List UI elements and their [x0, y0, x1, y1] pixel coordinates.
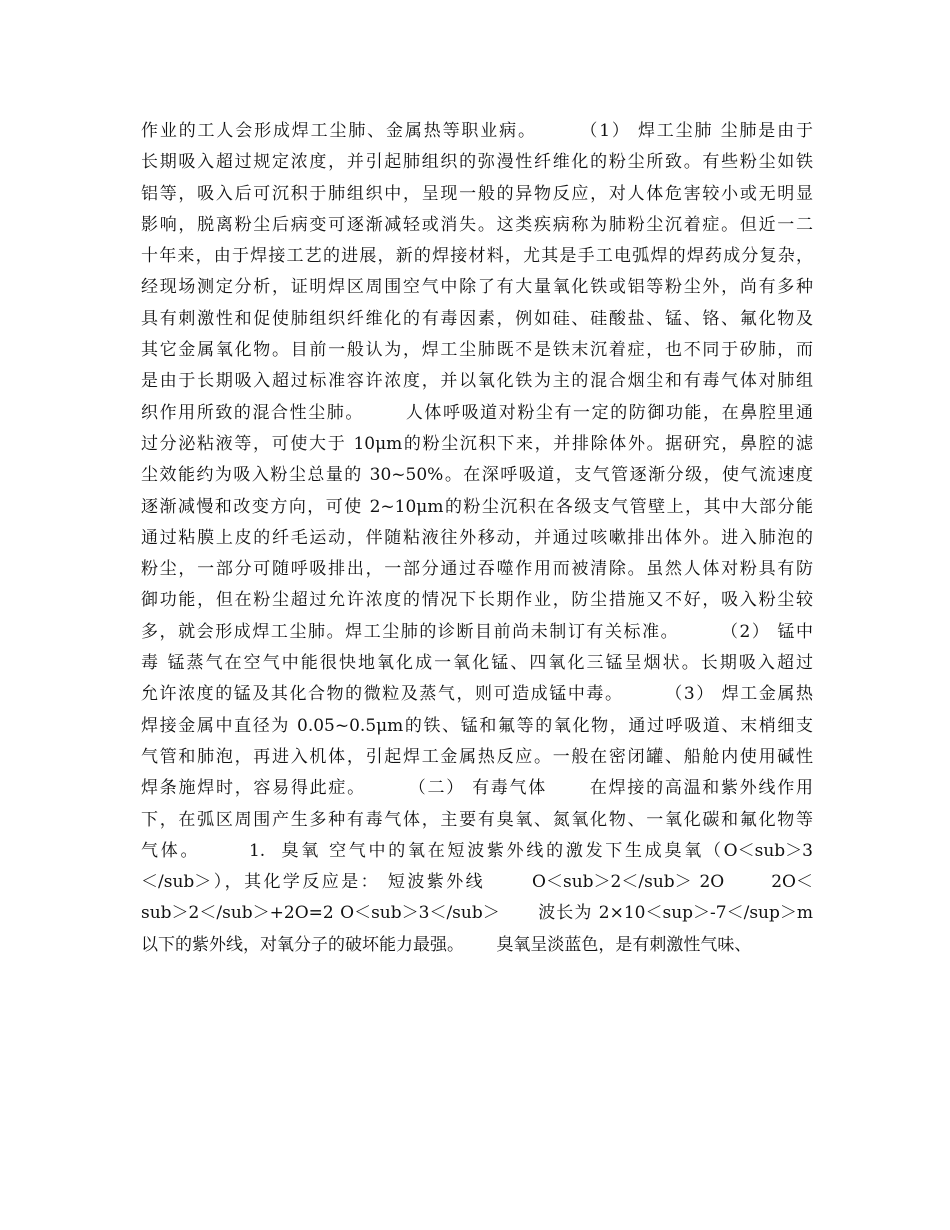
text-line: 经现场测定分析，证明焊区周围空气中除了有大量氧化铁或铝等粉尘外，尚有多种	[141, 277, 813, 298]
body-text	[141, 116, 813, 961]
text-line: 十年来，由于焊接工艺的进展，新的焊接材料，尤其是手工电弧焊的焊药成分复杂，	[141, 246, 813, 267]
text-line: 允许浓度的锰及其化合物的微粒及蒸气，则可造成锰中毒。 （3） 焊工金属热	[141, 684, 813, 705]
text-line: 御功能，但在粉尘超过允许浓度的情况下长期作业，防尘措施又不好，吸入粉尘较	[141, 590, 813, 611]
text-line: 铝等，吸入后可沉积于肺组织中，呈现一般的异物反应，对人体危害较小或无明显	[141, 183, 813, 204]
text-line: 影响，脱离粉尘后病变可逐渐减轻或消失。这类疾病称为肺粉尘沉着症。但近一二	[141, 214, 813, 235]
text-line: 粉尘，一部分可随呼吸排出，一部分通过吞噬作用而被清除。虽然人体对粉具有防	[141, 559, 813, 580]
text-line: 长期吸入超过规定浓度，并引起肺组织的弥漫性纤维化的粉尘所致。有些粉尘如铁	[141, 152, 813, 173]
text-line: 以下的紫外线，对氧分子的破坏能力最强。 臭氧呈淡蓝色，是有刺激性气味、	[141, 934, 752, 955]
text-line: 通过粘膜上皮的纤毛运动，伴随粘液往外移动，并通过咳嗽排出体外。进入肺泡的	[141, 527, 813, 548]
text-line: 其它金属氧化物。目前一般认为，焊工尘肺既不是铁末沉着症，也不同于矽肺，而	[141, 340, 813, 361]
text-line: 过分泌粘液等，可使大于 10μm的粉尘沉积下来，并排除体外。据研究，鼻腔的滤	[141, 433, 813, 454]
text-line: 气管和肺泡，再进入机体，引起焊工金属热反应。一般在密闭罐、船舱内使用碱性	[141, 746, 813, 767]
text-line: 焊接金属中直径为 0.05~0.5μm的铁、锰和氟等的氧化物，通过呼吸道、末梢细支	[141, 715, 813, 736]
text-line: 气体。 1. 臭氧 空气中的氧在短波紫外线的激发下生成臭氧（O＜sub＞3	[141, 840, 813, 861]
text-line: 下，在弧区周围产生多种有毒气体，主要有臭氧、氮氧化物、一氧化碳和氟化物等	[141, 809, 813, 830]
text-line: ＜/sub＞），其化学反应是： 短波紫外线 O＜sub＞2＜/sub＞ 2O 2O＜	[141, 872, 813, 893]
text-line: 焊条施焊时，容易得此症。 （二） 有毒气体 在焊接的高温和紫外线作用	[141, 778, 813, 799]
text-line: 具有刺激性和促使肺组织纤维化的有毒因素，例如硅、硅酸盐、锰、铬、氟化物及	[141, 308, 813, 329]
text-line: 逐渐减慢和改变方向，可使 2~10μm的粉尘沉积在各级支气管壁上，其中大部分能	[141, 496, 813, 517]
text-line: sub＞2＜/sub＞+2O=2 O＜sub＞3＜/sub＞ 波长为 2×10＜sup＞-7＜/sup＞m	[141, 903, 813, 924]
text-line: 尘效能约为吸入粉尘总量的 30~50%。在深呼吸道，支气管逐渐分级，使气流速度	[141, 465, 813, 486]
text-line: 作业的工人会形成焊工尘肺、金属热等职业病。 （1） 焊工尘肺 尘肺是由于	[141, 121, 813, 141]
text-line: 是由于长期吸入超过标准容许浓度，并以氧化铁为主的混合烟尘和有毒气体对肺组	[141, 371, 813, 392]
text-line: 多，就会形成焊工尘肺。焊工尘肺的诊断目前尚未制订有关标准。 （2） 锰中	[141, 621, 813, 642]
text-line: 毒 锰蒸气在空气中能很快地氧化成一氧化锰、四氧化三锰呈烟状。长期吸入超过	[141, 653, 813, 674]
text-line: 织作用所致的混合性尘肺。 人体呼吸道对粉尘有一定的防御功能，在鼻腔里通	[141, 402, 813, 423]
